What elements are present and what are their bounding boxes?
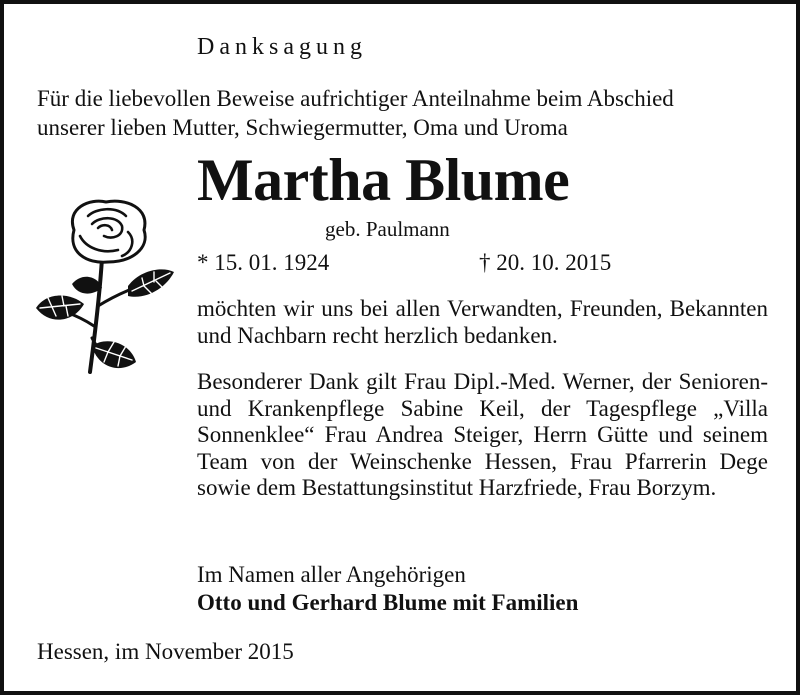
thanks-paragraph-2: Besonderer Dank gilt Frau Dipl.-Med. Werner, der Senioren- und Krankenpflege Sabine Keil, der Tagespflege „Villa Sonnenklee“ Frau Andrea Steiger, Herrn Gütte und seinem Team von der Weinschenke Hessen, Frau Pfarrerin Dege sowie dem Bestattungsinstitut Harzfriede, Frau Borzym. — [197, 369, 768, 500]
notice-heading: Danksagung — [197, 34, 367, 60]
signoff-line: Im Namen aller Angehörigen — [197, 562, 466, 587]
deceased-name: Martha Blume — [197, 147, 570, 213]
thanks-paragraph-1: möchten wir uns bei allen Verwandten, Freunden, Bekannten und Nachbarn recht herzlich bedanken. — [197, 296, 768, 348]
intro-line-1: Für die liebevollen Beweise aufrichtiger Anteilnahme beim Abschied — [37, 86, 674, 111]
birth-date: * 15. 01. 1924 — [197, 250, 330, 275]
maiden-name: geb. Paulmann — [325, 217, 450, 241]
place-date: Hessen, im November 2015 — [37, 639, 294, 664]
death-date: † 20. 10. 2015 — [479, 250, 612, 275]
rose-icon — [32, 196, 178, 374]
intro-line-2: unserer lieben Mutter, Schwiegermutter, Oma und Uroma — [37, 115, 568, 140]
family-names: Otto und Gerhard Blume mit Familien — [197, 590, 579, 615]
